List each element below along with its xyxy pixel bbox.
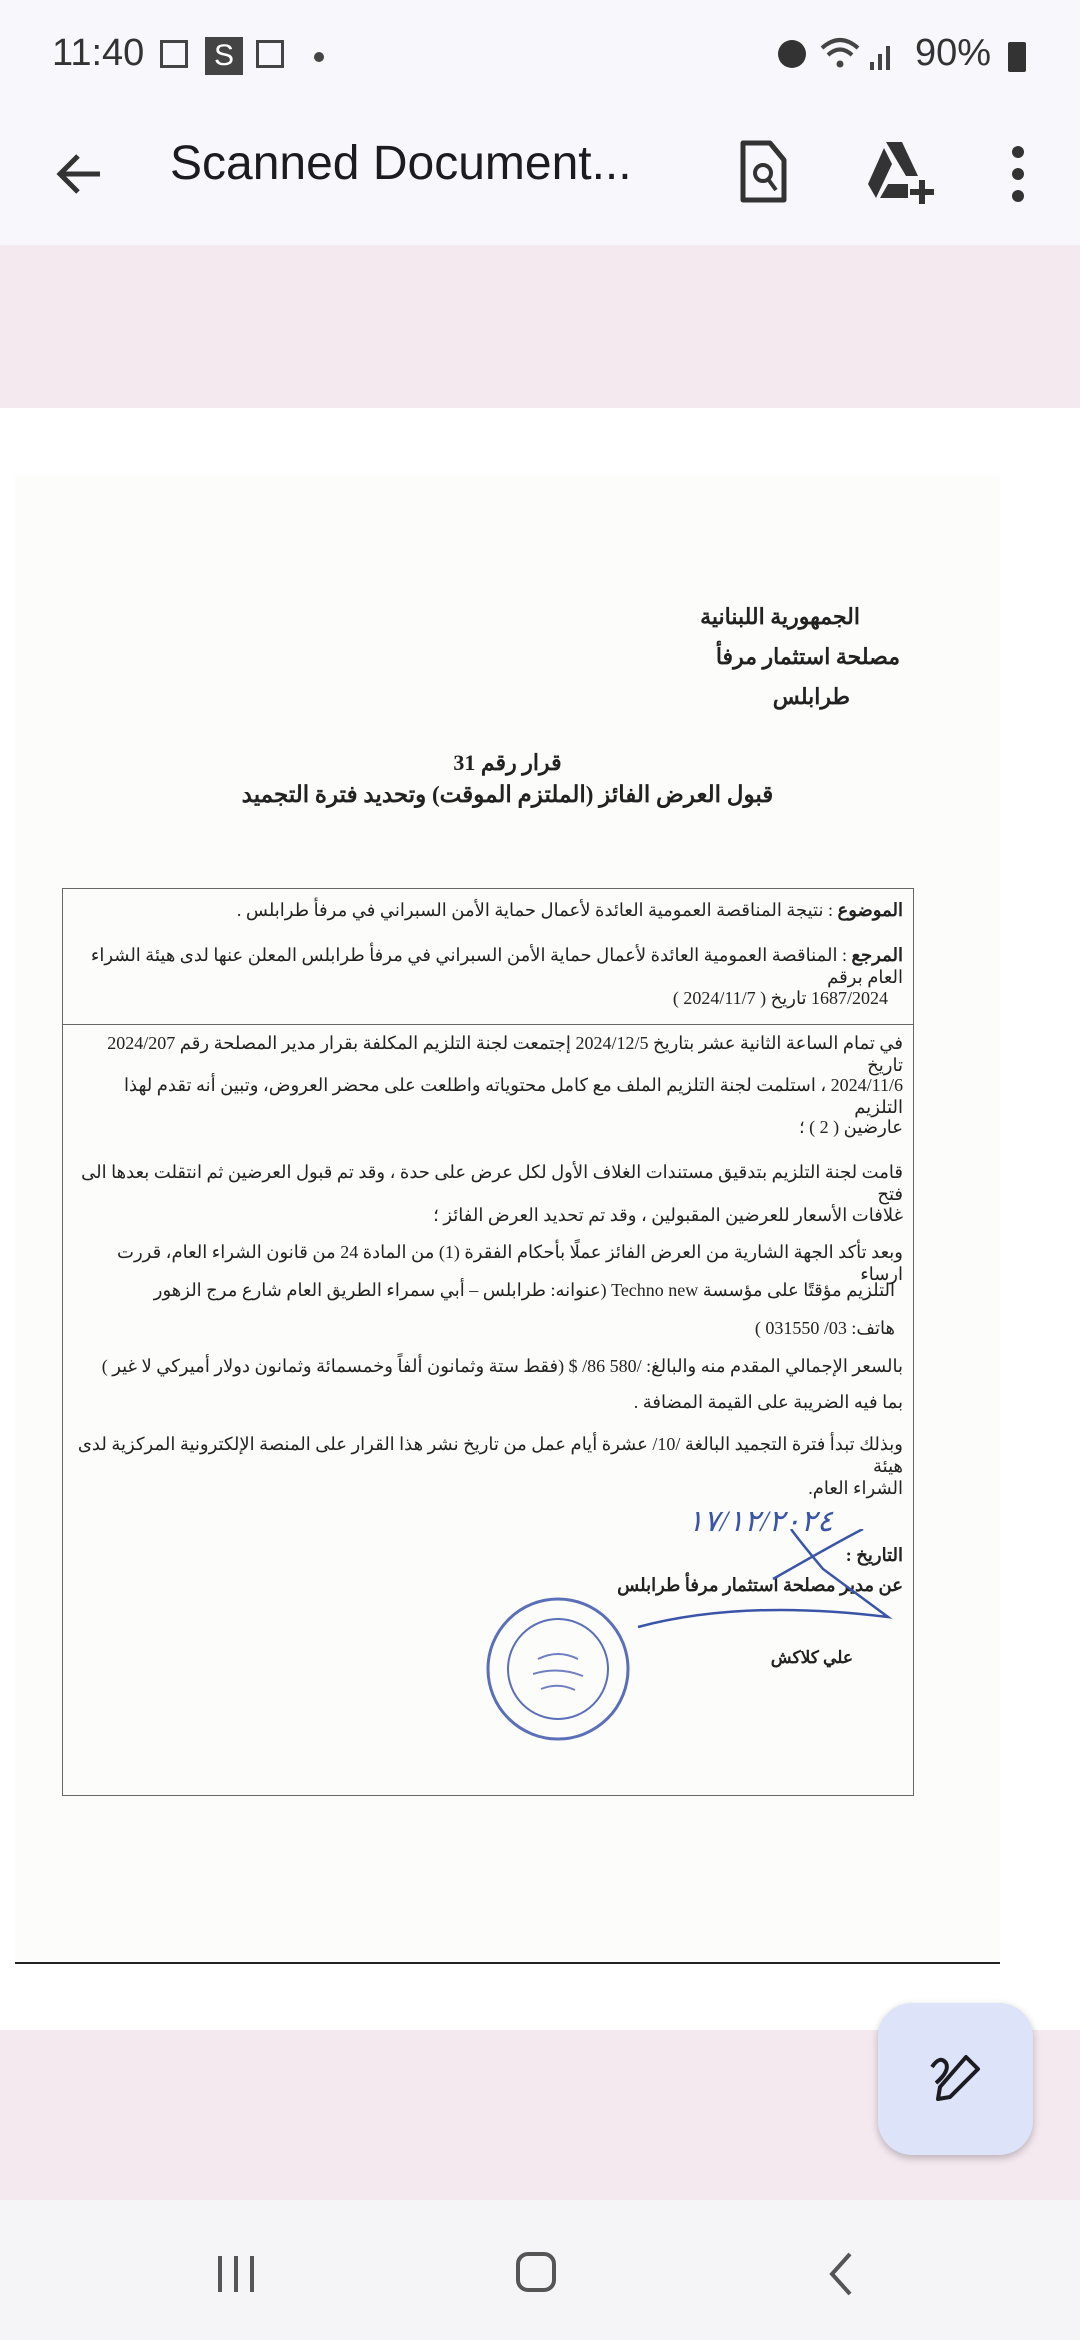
body-line: التلزيم مؤقتًا على مؤسسة Techno new (عنوانه: طرابلس – أبي سمراء الطريق العام شارع مرج الزهور	[153, 1280, 895, 1300]
notification-dot-icon	[314, 52, 324, 62]
reference-label: المرجع	[851, 945, 903, 965]
status-bar	[0, 0, 1080, 110]
battery-icon	[1008, 42, 1026, 72]
official-stamp	[483, 1594, 633, 1744]
decision-number: قرار رقم 31	[453, 750, 562, 775]
document-page[interactable]	[0, 408, 1080, 2030]
subject-text: : نتيجة المناقصة العمومية العائدة لأعمال حماية الأمن السبراني في مرفأ طرابلس .	[236, 900, 838, 920]
edit-fab-button[interactable]	[878, 2003, 1033, 2155]
divider	[63, 1024, 913, 1025]
recent-apps-icon[interactable]	[214, 2252, 258, 2296]
body-line: عارضين ( 2 ) ؛	[798, 1117, 903, 1137]
body-line: الشراء العام.	[808, 1478, 903, 1498]
pen-edit-icon	[926, 2049, 986, 2109]
body-line: 2024/11/6 ، استلمت لجنة التلزيم الملف مع كامل محتوياته واطلعت على محضر العروض، وتبين أنه تقدم لهذا التلزيم	[124, 1075, 903, 1117]
scanned-image	[15, 476, 1000, 1964]
wifi-signal-icon	[818, 34, 898, 74]
date-label: التاريخ :	[845, 1545, 903, 1565]
subject-label: الموضوع	[837, 900, 903, 920]
header-line: الجمهورية اللبنانية	[700, 604, 860, 629]
header-line: مصلحة استثمار مرفأ	[715, 644, 900, 669]
reference-text: : المناقصة العمومية العائدة لأعمال حماية الأمن السبراني في مرفأ طرابلس المعلن عنها لدى هيئة الشراء العام برقم	[90, 945, 903, 987]
body-line: بالسعر الإجمالي المقدم منه والبالغ: /580 86/ $ (فقط ستة وثمانون ألفاً وخمسمائة وثمانون دولار أميركي لا غير )	[101, 1356, 903, 1376]
battery-percent: 90%	[915, 32, 992, 74]
clock: 11:40	[52, 32, 145, 74]
document-search-icon[interactable]	[738, 140, 788, 204]
reference-line-2: 1687/2024 تاريخ ( 2024/11/7 )	[672, 988, 888, 1008]
app-bar	[0, 110, 1080, 245]
reference-line	[73, 944, 903, 988]
s-app-icon: S	[205, 37, 243, 75]
home-icon[interactable]	[516, 2252, 556, 2292]
body-line: في تمام الساعة الثانية عشر بتاريخ 2024/12/5 إجتمعت لجنة التلزيم المكلفة بقرار مدير المصلحة رقم 2024/207 تاريخ	[107, 1033, 903, 1075]
back-nav-icon[interactable]	[826, 2250, 856, 2298]
calendar-icon	[160, 40, 188, 68]
navigation-bar	[0, 2200, 1080, 2340]
header-line: طرابلس	[772, 684, 850, 709]
signatory-title: عن مدير مصلحة استثمار مرفأ طرابلس	[617, 1575, 903, 1595]
decision-box	[62, 888, 914, 1796]
subject-line	[73, 899, 903, 921]
alarm-icon	[778, 40, 806, 68]
handwritten-date: ١٧/١٢/٢٠٢٤	[687, 1505, 833, 1538]
body-line: غلافات الأسعار للعرضين المقبولين ، وقد تم تحديد العرض الفائز ؛	[433, 1205, 903, 1225]
body-line: بما فيه الضريبة على القيمة المضافة .	[633, 1392, 903, 1412]
body-line: هاتف: 03/ 031550 )	[754, 1318, 895, 1338]
drive-add-icon[interactable]	[866, 140, 936, 204]
body-line: وبذلك تبدأ فترة التجميد البالغة /10/ عشرة أيام عمل من تاريخ نشر هذا القرار على المنصة الإلكترونية المركزية لدى هيئة	[77, 1434, 903, 1476]
background-band	[0, 245, 1080, 408]
back-arrow-icon[interactable]	[52, 146, 108, 202]
more-options-icon[interactable]	[1008, 144, 1028, 204]
signatory-name: علي كلاكش	[770, 1648, 853, 1667]
body-line: وبعد تأكد الجهة الشارية من العرض الفائز عملًا بأحكام الفقرة (1) من المادة 24 من قانون الشراء العام، قررت ارساء	[117, 1242, 903, 1284]
calendar-icon	[256, 40, 284, 68]
decision-title: قبول العرض الفائز (الملتزم الموقت) وتحديد فترة التجميد	[241, 782, 774, 807]
body-line: قامت لجنة التلزيم بتدقيق مستندات الغلاف الأول لكل عرض على حدة ، وقد تم قبول العرضين ثم انتقلت بعدها الى فتح	[81, 1162, 903, 1204]
document-title: Scanned Document...	[170, 137, 632, 190]
